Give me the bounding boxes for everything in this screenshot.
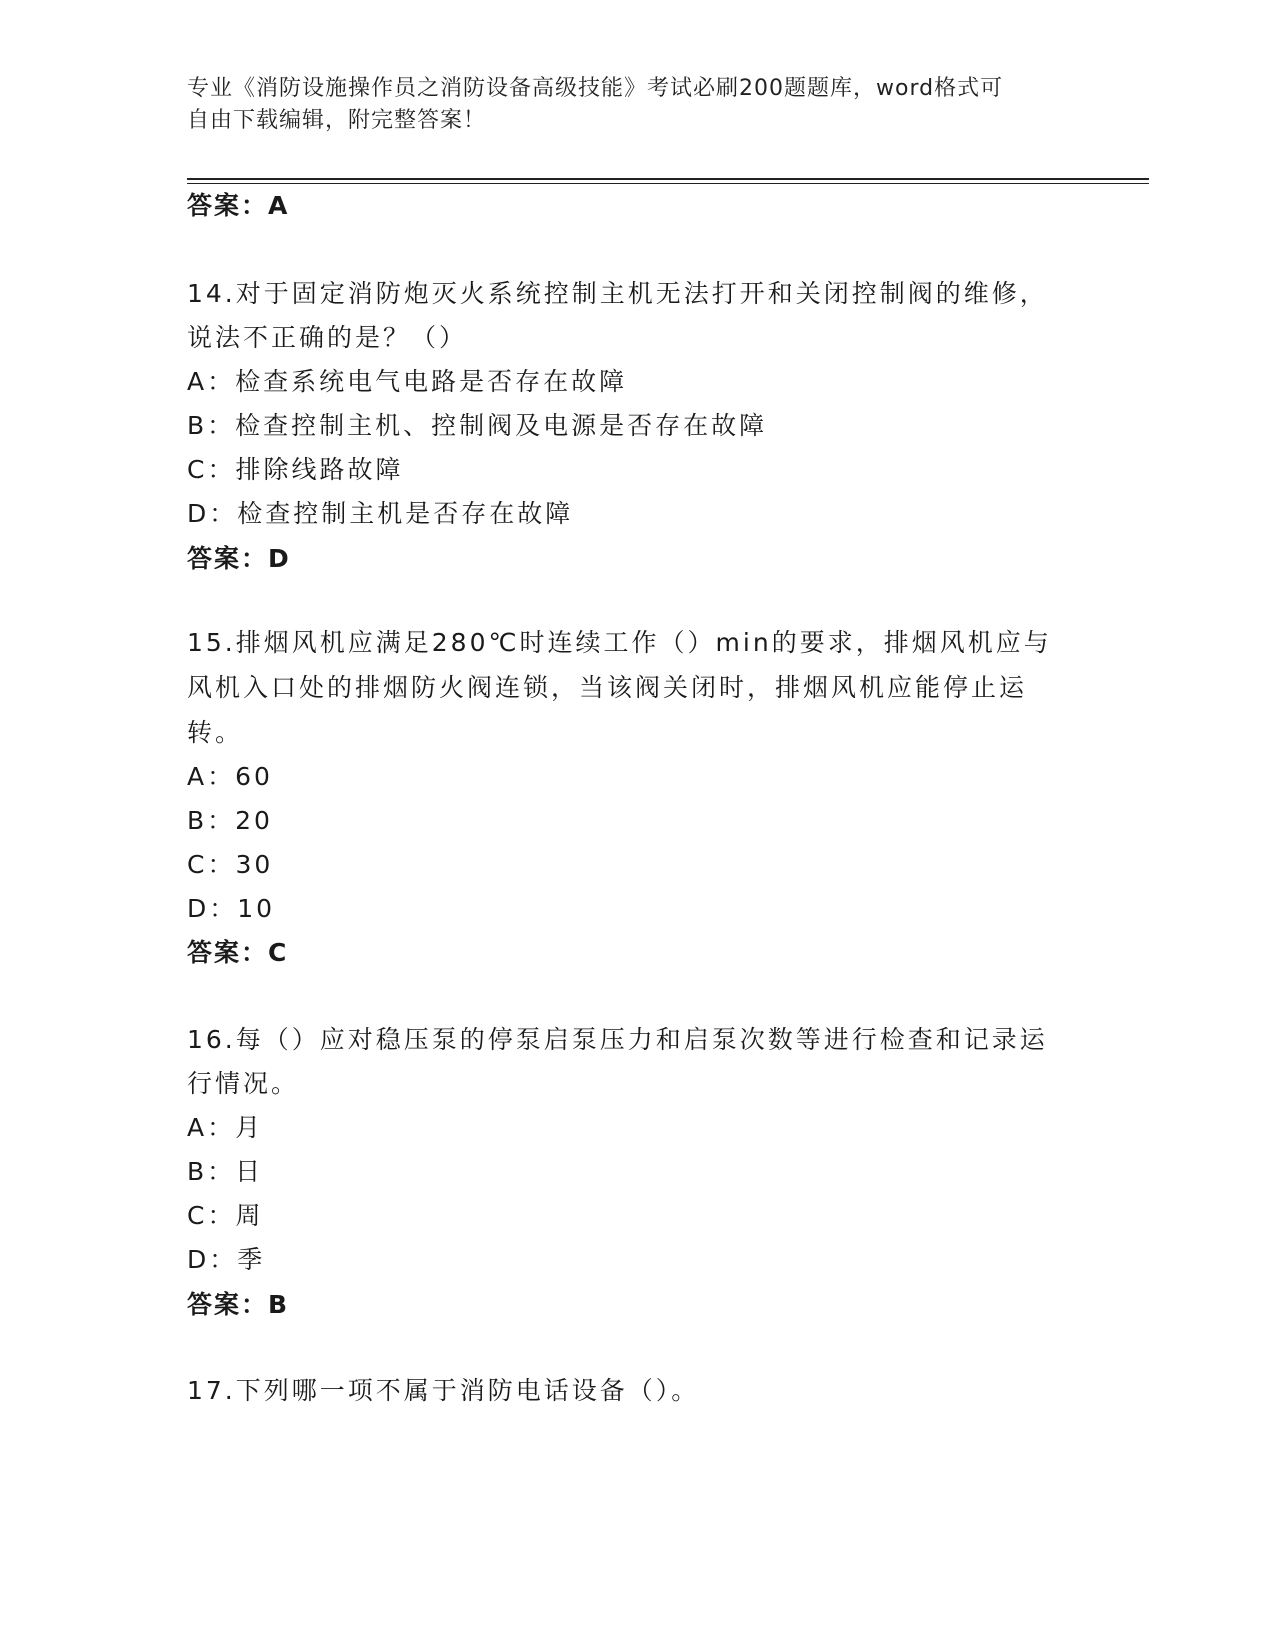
header-divider-thin	[187, 183, 1149, 184]
question-15-option-c: C：30	[187, 850, 274, 879]
header-line-2: 自由下载编辑，附完整答案！	[187, 108, 487, 133]
question-16-option-a: A：月	[187, 1113, 264, 1142]
question-15-option-d: D：10	[187, 894, 276, 923]
document-header	[187, 73, 1067, 137]
question-15-option-b: B：20	[187, 806, 273, 835]
question-16-option-b: B：日	[187, 1157, 264, 1186]
question-14-option-c: C：排除线路故障	[187, 455, 404, 484]
question-15-text-line-3: 转。	[187, 718, 244, 747]
question-14-text-line-2: 说法不正确的是？（）	[187, 323, 468, 352]
header-line-1: 专业《消防设施操作员之消防设备高级技能》考试必刷200题题库，word格式可	[187, 76, 1004, 101]
question-16-option-d: D：季	[187, 1245, 266, 1274]
question-15-text-line-1: 15.排烟风机应满足280℃时连续工作（）min的要求，排烟风机应与	[187, 628, 1052, 657]
answer-13: 答案：A	[187, 191, 290, 220]
question-14-option-b: B：检查控制主机、控制阀及电源是否存在故障	[187, 411, 768, 440]
answer-15: 答案：C	[187, 938, 289, 967]
question-16-option-c: C：周	[187, 1201, 264, 1230]
answer-14: 答案：D	[187, 544, 291, 573]
header-divider-thick	[187, 178, 1149, 180]
question-14-option-d: D：检查控制主机是否存在故障	[187, 499, 574, 528]
question-17-text-line-1: 17.下列哪一项不属于消防电话设备（）。	[187, 1376, 700, 1405]
question-15-option-a: A：60	[187, 762, 273, 791]
answer-16: 答案：B	[187, 1290, 290, 1319]
question-16-text-line-1: 16.每（）应对稳压泵的停泵启泵压力和启泵次数等进行检查和记录运	[187, 1025, 1048, 1054]
question-15-text-line-2: 风机入口处的排烟防火阀连锁，当该阀关闭时，排烟风机应能停止运	[187, 673, 1028, 702]
question-14-text-line-1: 14.对于固定消防炮灭火系统控制主机无法打开和关闭控制阀的维修，	[187, 279, 1048, 308]
question-16-text-line-2: 行情况。	[187, 1069, 300, 1098]
question-14-option-a: A：检查系统电气电路是否存在故障	[187, 367, 628, 396]
